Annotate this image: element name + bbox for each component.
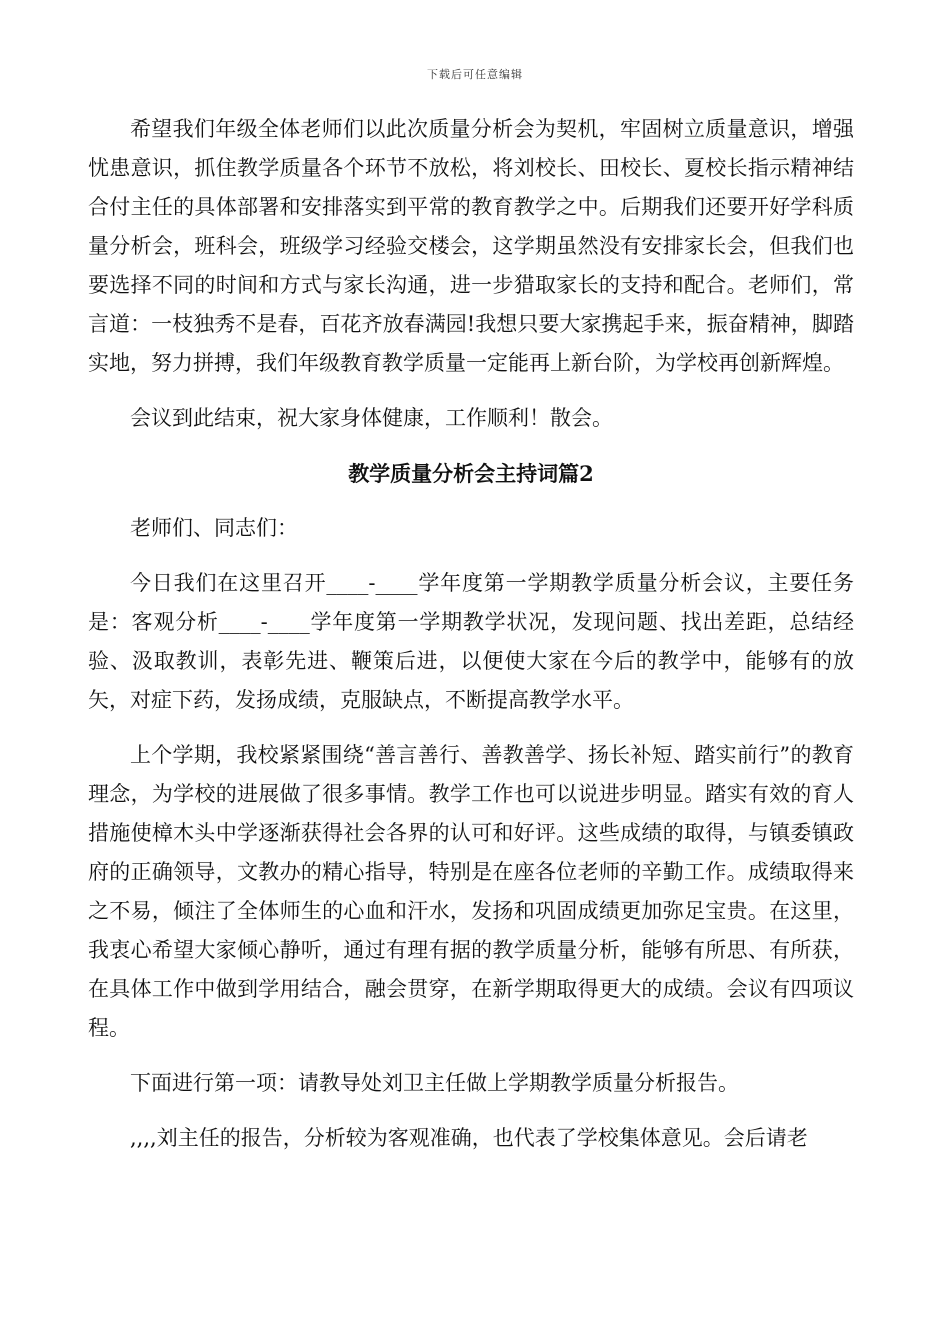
- paragraph: 会议到此结束，祝大家身体健康，工作顺利！散会。: [130, 406, 613, 430]
- section-heading: 教学质量分析会主持词篇2: [348, 461, 594, 486]
- header-note: 下载后可任意编辑: [427, 68, 523, 81]
- paragraph: 老师们、同志们：: [130, 516, 298, 540]
- paragraph: ,,,,刘主任的报告，分析较为客观准确，也代表了学校集体意见。会后请老: [130, 1126, 808, 1150]
- paragraph: 下面进行第一项：请教导处刘卫主任做上学期教学质量分析报告。: [130, 1071, 739, 1095]
- paragraph: 上个学期，我校紧紧围绕“善言善行、善教善学、扬长补短、踏实前行”的教育理念，为学校的进展做了很多事情。教学工作也可以说进步明显。踏实有效的育人措施使樟木头中学逐渐获得社会各界的认可和好评。这些成绩的取得，与镇委镇政府的正确领导，文教办的精心指导，特别是在座各位老师的辛勤工作。成绩取得来之不易，倾注了全体师生的心血和汗水，发扬和巩固成绩更加弥足宝贵。在这里，我衷心希望大家倾心静听，通过有理有据的教学质量分析，能够有所思、有所获，在具体工作中做到学用结合，融会贯穿，在新学期取得更大的成绩。会议有四项议程。: [88, 743, 854, 1040]
- paragraph: 希望我们年级全体老师们以此次质量分析会为契机，牢固树立质量意识，增强忧患意识，抓住教学质量各个环节不放松，将刘校长、田校长、夏校长指示精神结合付主任的具体部署和安排落实到平常的教育教学之中。后期我们还要开好学科质量分析会，班科会，班级学习经验交楼会，这学期虽然没有安排家长会，但我们也要选择不同的时间和方式与家长沟通，进一步猎取家长的支持和配合。老师们，常言道：一枝独秀不是春，百花齐放春满园!我想只要大家携起手来，振奋精神，脚踏实地，努力拼搏，我们年级教育教学质量一定能再上新台阶，为学校再创新辉煌。: [88, 117, 854, 375]
- paragraph: 今日我们在这里召开____-____学年度第一学期教学质量分析会议，主要任务是：客观分析____-____学年度第一学期教学状况，发现问题、找出差距，总结经验、汲取教训，表彰先进、鞭策后进，以便使大家在今后的教学中，能够有的放矢，对症下药，发扬成绩，克服缺点，不断提高教学水平。: [88, 571, 854, 712]
- document-body: [88, 110, 854, 1174]
